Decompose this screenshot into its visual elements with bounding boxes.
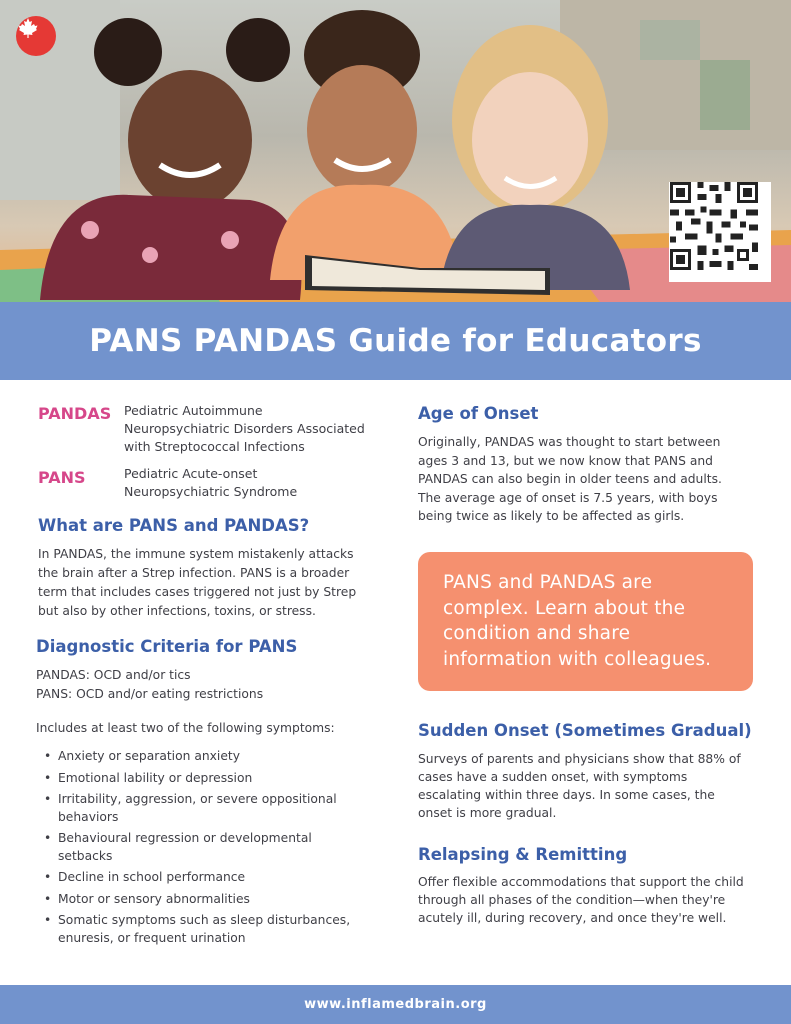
canada-flag-badge xyxy=(16,16,56,56)
definition-line: Neuropsychiatric Syndrome xyxy=(124,484,298,499)
criteria-line: PANS: OCD and/or eating restrictions xyxy=(36,687,264,701)
definition-pans xyxy=(38,465,297,501)
callout-line: information with colleagues. xyxy=(443,648,712,670)
list-item xyxy=(44,912,364,947)
list-item xyxy=(44,791,364,826)
list-item xyxy=(44,891,364,909)
what-are-heading: What are PANS and PANDAS? xyxy=(38,516,310,535)
item-text: Emotional lability or depression xyxy=(58,770,253,785)
callout-line: condition and share xyxy=(443,623,631,644)
list-item xyxy=(44,748,364,766)
item-text: Decline in school performance xyxy=(58,870,246,884)
callout-line: PANS and PANDAS are xyxy=(443,572,653,593)
definition-line: Pediatric Acute-onset xyxy=(124,466,258,481)
text-line: term that includes cases triggered not just by Strep xyxy=(38,585,357,599)
criteria-line: PANDAS: OCD and/or tics xyxy=(36,668,191,682)
callout-text xyxy=(443,570,731,672)
hero-photo xyxy=(0,0,791,302)
text-line: Originally, PANDAS was thought to start between xyxy=(418,435,721,449)
title-banner xyxy=(0,302,791,380)
item-text: enuresis, or frequent urination xyxy=(58,930,246,945)
symptom-list xyxy=(44,748,364,951)
list-item xyxy=(44,770,364,788)
item-text: • Somatic symptoms such as sleep disturbances, xyxy=(58,913,351,927)
footer-bar xyxy=(0,985,791,1024)
text-line: Offer flexible accommodations that support the child xyxy=(418,875,744,889)
item-text: Motor or sensory abnormalities xyxy=(58,891,250,906)
diagnostic-criteria xyxy=(36,666,376,704)
definition-text xyxy=(124,402,365,456)
text-line: onset is more gradual. xyxy=(418,806,557,820)
text-line: the brain after a Strep infection. PANS is a broader xyxy=(38,566,350,580)
symptoms-intro: Includes at least two of the following symptoms: xyxy=(36,721,335,735)
text-line: acutely ill, during recovery, and once they're well. xyxy=(418,911,727,925)
page-title: PANS PANDAS Guide for Educators xyxy=(89,323,702,359)
callout-line: complex. Learn about the xyxy=(443,597,686,619)
text-line: ages 3 and 13, but we now know that PANS and xyxy=(418,453,713,468)
definition-text xyxy=(124,465,297,501)
text-line: escalating within three days. In some cases, the xyxy=(418,788,715,802)
definition-line: Neuropsychiatric Disorders Associated xyxy=(124,421,365,436)
text-line: cases have a sudden onset, with symptoms xyxy=(418,770,688,784)
callout-box xyxy=(418,552,753,691)
website-link[interactable]: www.inflamedbrain.org xyxy=(304,997,487,1012)
definition-pandas xyxy=(38,402,365,456)
text-line: In PANDAS, the immune system mistakenly attacks xyxy=(38,547,354,561)
qr-code-icon xyxy=(669,182,759,270)
item-text: • Irritability, aggression, or severe oppositional xyxy=(58,792,337,806)
item-text: • Behavioural regression or developmental xyxy=(58,831,312,845)
text-line: but also by other infections, toxins, or stress. xyxy=(38,604,316,618)
relapsing-text xyxy=(418,873,768,927)
diagnostic-heading: Diagnostic Criteria for PANS xyxy=(36,637,298,656)
sudden-onset-text xyxy=(418,750,768,822)
age-of-onset-heading: Age of Onset xyxy=(418,404,539,423)
qr-code[interactable] xyxy=(669,182,771,282)
age-of-onset-text xyxy=(418,433,768,526)
maple-leaf-icon xyxy=(16,16,40,40)
text-line: through all phases of the condition—when they're xyxy=(418,893,726,907)
definition-term: PANDAS xyxy=(38,404,112,423)
text-line: being twice as likely to be affected as girls. xyxy=(418,509,685,523)
definition-term: PANS xyxy=(38,468,86,487)
text-line: The average age of onset is 7.5 years, with boys xyxy=(418,490,718,505)
item-text: behaviors xyxy=(58,809,119,824)
text-line: Surveys of parents and physicians show that 88% of xyxy=(418,752,741,766)
relapsing-heading: Relapsing & Remitting xyxy=(418,845,628,864)
item-text: Anxiety or separation anxiety xyxy=(58,749,241,763)
list-item xyxy=(44,869,364,887)
definition-line: Pediatric Autoimmune xyxy=(124,403,263,418)
definition-line: with Streptococcal Infections xyxy=(124,439,305,454)
sudden-onset-heading: Sudden Onset (Sometimes Gradual) xyxy=(418,721,752,740)
text-line: PANDAS can also begin in older teens and adults. xyxy=(418,472,722,486)
what-are-text xyxy=(38,545,378,621)
list-item xyxy=(44,830,364,865)
item-text: setbacks xyxy=(58,848,113,863)
